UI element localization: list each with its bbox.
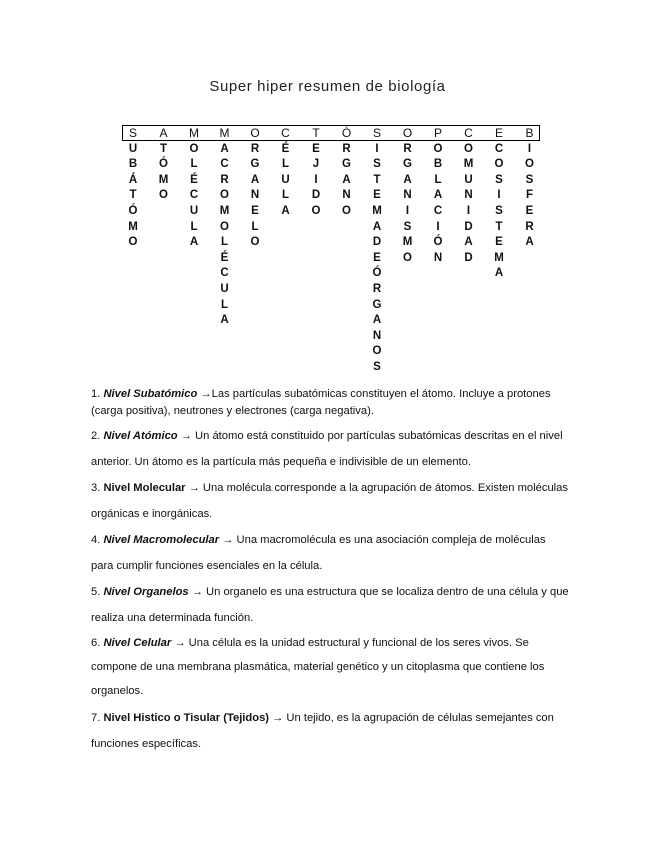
item-text: → Una célula es la unidad estructural y funcional de los seres vivos. Se compone de una membrana plasmática, material genético y un citoplasma que contiene los organelos.	[91, 637, 545, 697]
grid-letter: D	[372, 236, 382, 249]
grid-letter: E	[312, 142, 320, 155]
item-number: 7.	[91, 712, 101, 724]
grid-letter: A	[464, 236, 473, 249]
grid-letter: L	[434, 173, 442, 186]
grid-column	[244, 126, 266, 251]
grid-top-letter: C	[281, 126, 290, 140]
grid-letter: B	[433, 158, 443, 171]
grid-letter: U	[220, 282, 229, 295]
grid-letter: L	[251, 220, 259, 233]
grid-letter: I	[436, 220, 440, 233]
grid-letter: R	[403, 142, 412, 155]
grid-letter: L	[190, 220, 198, 233]
page-title: Super hiper resumen de biología	[209, 78, 446, 95]
grid-letter: D	[464, 251, 473, 264]
grid-top-letter: S	[128, 126, 137, 140]
grid-top-letter: O	[402, 126, 413, 140]
item-number: 4.	[91, 534, 101, 546]
item-label: Nivel Histico o Tisular (Tejidos)	[103, 712, 270, 724]
level-item	[91, 386, 571, 420]
grid-letter: R	[342, 142, 351, 155]
grid-letter: O	[433, 142, 443, 155]
grid-column	[214, 126, 236, 329]
grid-letter: E	[525, 204, 534, 217]
grid-letter: O	[342, 204, 351, 217]
item-label: Nivel Macromolecular	[103, 534, 220, 546]
grid-letter: Ó	[128, 204, 138, 217]
grid-letter: S	[403, 220, 412, 233]
grid-letter: U	[189, 204, 199, 217]
grid-letter: I	[375, 142, 379, 155]
grid-letter: F	[525, 189, 534, 202]
grid-letter: A	[494, 267, 504, 280]
item-number: 2.	[91, 430, 101, 442]
grid-letter: D	[464, 220, 473, 233]
grid-letter: G	[403, 158, 412, 171]
grid-letter: M	[463, 158, 474, 171]
grid-letter: I	[405, 204, 410, 217]
grid-letter: O	[372, 345, 382, 358]
grid-letter: C	[189, 189, 199, 202]
level-item	[91, 475, 571, 527]
grid-letter: B	[128, 158, 138, 171]
grid-letter: L	[281, 189, 290, 202]
grid-letter: O	[250, 236, 260, 249]
grid-letter: R	[220, 173, 229, 186]
grid-letter: Ó	[159, 158, 168, 171]
grid-column	[275, 126, 297, 220]
item-number: 5.	[91, 586, 101, 598]
grid-letter: R	[525, 220, 534, 233]
grid-letter: O	[220, 189, 229, 202]
item-label: Nivel Organelos	[103, 586, 189, 598]
grid-letter: A	[525, 236, 534, 249]
grid-letter: A	[372, 220, 382, 233]
grid-letter: N	[250, 189, 260, 202]
grid-letter: M	[402, 236, 413, 249]
grid-letter: É	[220, 251, 229, 264]
grid-letter: E	[251, 204, 259, 217]
grid-top-letter: E	[494, 126, 503, 140]
grid-letter: O	[403, 251, 412, 264]
grid-letter: O	[128, 236, 138, 249]
grid-top-letter: Ó	[341, 126, 352, 140]
item-text: → Un átomo está constituido por partículas subatómicas descritas en el nivel anterior. Un átomo es la partícula más pequeña e indivisible de un elemento.	[91, 430, 563, 468]
grid-letter: M	[372, 204, 382, 217]
grid-letter: M	[219, 204, 230, 217]
grid-letter: O	[494, 158, 504, 171]
item-number: 3.	[91, 482, 101, 494]
item-text: → Un tejido, es la agrupación de células semejantes con funciones específicas.	[91, 712, 554, 750]
grid-letter: R	[372, 282, 382, 295]
grid-top-letter: A	[159, 126, 168, 140]
grid-letter: E	[373, 251, 381, 264]
item-number: 1.	[91, 388, 101, 400]
level-item	[91, 705, 571, 757]
grid-letter: C	[220, 267, 229, 280]
grid-letter: A	[220, 314, 229, 327]
grid-letter: T	[373, 173, 381, 186]
grid-letter: R	[250, 142, 260, 155]
grid-letter: A	[189, 236, 199, 249]
grid-letter: O	[220, 220, 229, 233]
grid-column	[397, 126, 419, 266]
item-text: → Una molécula corresponde a la agrupación de átomos. Existen moléculas orgánicas e inorgánicas.	[91, 482, 568, 520]
grid-letter: I	[314, 173, 318, 186]
grid-letter: G	[342, 158, 351, 171]
grid-letter: A	[372, 314, 382, 327]
grid-column	[458, 126, 480, 266]
grid-letter: G	[372, 298, 382, 311]
grid-letter: S	[495, 204, 503, 217]
grid-letter: S	[373, 158, 381, 171]
level-item	[91, 631, 571, 703]
grid-letter: E	[373, 189, 381, 202]
grid-top-letter: S	[372, 126, 381, 140]
grid-column	[366, 126, 388, 376]
item-label: Nivel Subatómico	[103, 388, 198, 400]
grid-letter: L	[190, 158, 198, 171]
grid-column	[183, 126, 205, 251]
item-text: → Un organelo es una estructura que se localiza dentro de una célula y que realiza una determinada función.	[91, 586, 569, 624]
grid-letter: O	[464, 142, 473, 155]
grid-letter: C	[220, 158, 229, 171]
grid-letter: T	[129, 189, 137, 202]
grid-letter: S	[373, 360, 381, 373]
grid-letter: I	[497, 189, 501, 202]
grid-top-letter: B	[525, 126, 534, 140]
grid-letter: I	[466, 204, 471, 217]
grid-letter: É	[190, 173, 198, 186]
item-text: → Una macromolécula es una asociación compleja de moléculas para cumplir funciones esenciales en la célula.	[91, 534, 546, 572]
grid-letter: O	[189, 142, 199, 155]
grid-letter: C	[494, 142, 504, 155]
grid-letter: A	[403, 173, 412, 186]
grid-letter: N	[464, 189, 473, 202]
grid-letter: A	[220, 142, 229, 155]
levels-list	[91, 386, 571, 757]
grid-letter: É	[281, 142, 290, 155]
level-item	[91, 579, 571, 631]
grid-column	[488, 126, 510, 282]
grid-letter: E	[495, 236, 503, 249]
item-label: Nivel Atómico	[103, 430, 178, 442]
grid-letter: L	[220, 298, 229, 311]
grid-letter: T	[159, 142, 168, 155]
grid-letter: S	[495, 173, 503, 186]
grid-letter: N	[372, 329, 382, 342]
grid-letter: N	[342, 189, 351, 202]
item-number: 6.	[91, 637, 101, 649]
grid-letter: S	[525, 173, 534, 186]
grid-letter: Ó	[372, 267, 382, 280]
grid-column	[153, 126, 175, 204]
grid-top-letter: M	[189, 126, 199, 140]
item-label: Nivel Celular	[103, 637, 172, 649]
grid-letter: G	[250, 158, 260, 171]
grid-letter: M	[128, 220, 138, 233]
grid-letter: J	[312, 158, 320, 171]
grid-letter: N	[403, 189, 412, 202]
grid-column	[519, 126, 541, 251]
grid-letter: A	[433, 189, 443, 202]
grid-letter: L	[220, 236, 229, 249]
grid-letter: O	[525, 158, 534, 171]
grid-letter: M	[158, 173, 169, 186]
grid-letter: N	[433, 251, 443, 264]
grid-letter: T	[495, 220, 503, 233]
grid-letter: U	[464, 173, 473, 186]
grid-letter: O	[159, 189, 168, 202]
grid-letter: O	[311, 204, 321, 217]
grid-letter: Á	[128, 173, 138, 186]
grid-letter: M	[494, 251, 504, 264]
grid-column	[122, 126, 144, 251]
grid-letter: L	[281, 158, 290, 171]
grid-column	[427, 126, 449, 266]
grid-letter: U	[281, 173, 290, 186]
grid-column	[305, 126, 327, 220]
level-item	[91, 423, 571, 475]
item-text: →Las partículas subatómicas constituyen el átomo. Incluye a protones (carga positiva), neutrones y electrones (carga negativa).	[91, 388, 551, 417]
item-label: Nivel Molecular	[103, 482, 186, 494]
grid-top-letter: C	[464, 126, 473, 140]
grid-letter: A	[281, 204, 290, 217]
grid-letter: D	[311, 189, 321, 202]
grid-top-letter: M	[219, 126, 230, 140]
grid-letter: A	[250, 173, 260, 186]
grid-top-letter: T	[312, 126, 320, 140]
level-item	[91, 527, 571, 579]
grid-letter: U	[128, 142, 138, 155]
grid-top-letter: P	[433, 126, 442, 140]
grid-letter: A	[342, 173, 351, 186]
grid-column	[336, 126, 358, 220]
grid-top-letter: O	[250, 126, 260, 140]
grid-letter: C	[433, 204, 443, 217]
grid-letter: Ó	[433, 236, 443, 249]
grid-letter: I	[527, 142, 532, 155]
